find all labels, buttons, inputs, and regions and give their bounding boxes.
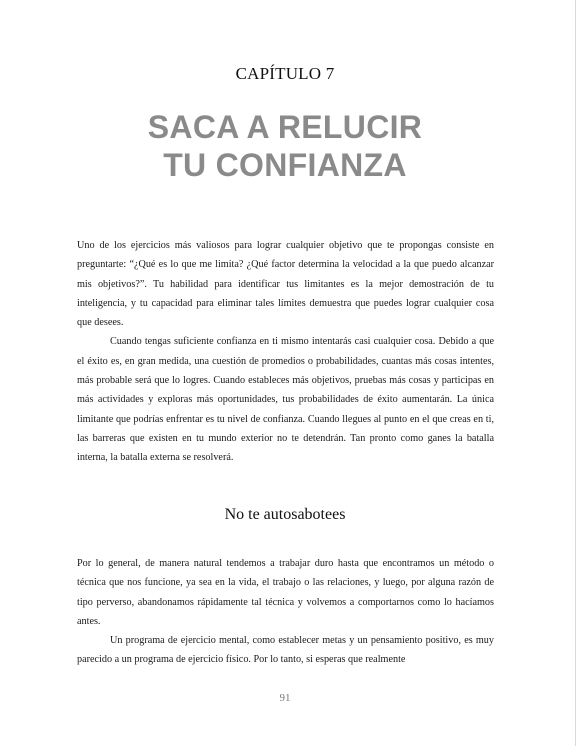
- chapter-label: CAPÍTULO 7: [235, 64, 335, 83]
- chapter-title: [0, 108, 570, 184]
- intro-text: [77, 236, 494, 468]
- section-paragraph-1: Por lo general, de manera natural tendemos a trabajar duro hasta que encontramos un método o técnica que nos funcione, ya sea en la vida, el trabajo o las relaciones, y luego, por alguna razón de tipo perverso, abandonamos rápidamente tal técnica y volvemos a comportarnos como lo hacíamos antes.: [77, 558, 494, 627]
- intro-paragraph-2: Cuando tengas suficiente confianza en ti mismo intentarás casi cualquier cosa. Debido a que el éxito es, en gran medida, una cuestión de promedios o probabilidades, cuantas más cosas intentes, más probable será que lo logres. Cuando estableces más objetivos, pruebas más cosas y participas en más actividades y exploras más oportunidades, tus probabilidades de éxito aumentarán. La única limitante que podrías enfrentar es tu nivel de confianza. Cuando llegues al punto en el que creas en ti, las barreras que existen en tu mundo exterior no te detendrán. Tan pronto como ganes la batalla interna, la batalla externa se resolverá.: [77, 336, 494, 464]
- chapter-title-line-1: SACA A RELUCIR: [147, 109, 423, 145]
- section-heading: No te autosabotees: [224, 506, 346, 523]
- page-number: 91: [279, 692, 291, 704]
- intro-paragraph-1: Uno de los ejercicios más valiosos para lograr cualquier objetivo que te propongas consiste en preguntarte: “¿Qué es lo que me limita? ¿Qué factor determina la velocidad a la que puedo alcanzar mis objetivos?”. Tu habilidad para identificar tus limitantes es la mejor demostración de tu inteligencia, y tu capacidad para eliminar tales límites demuestra que puedes lograr cualquier cosa que desees.: [77, 240, 494, 329]
- chapter-title-line-2: TU CONFIANZA: [163, 147, 407, 183]
- section-paragraph-2: Un programa de ejercicio mental, como establecer metas y un pensamiento positivo, es muy parecido a un programa de ejercicio físico. Por lo tanto, si esperas que realmente: [77, 635, 494, 666]
- section-text: [77, 554, 494, 670]
